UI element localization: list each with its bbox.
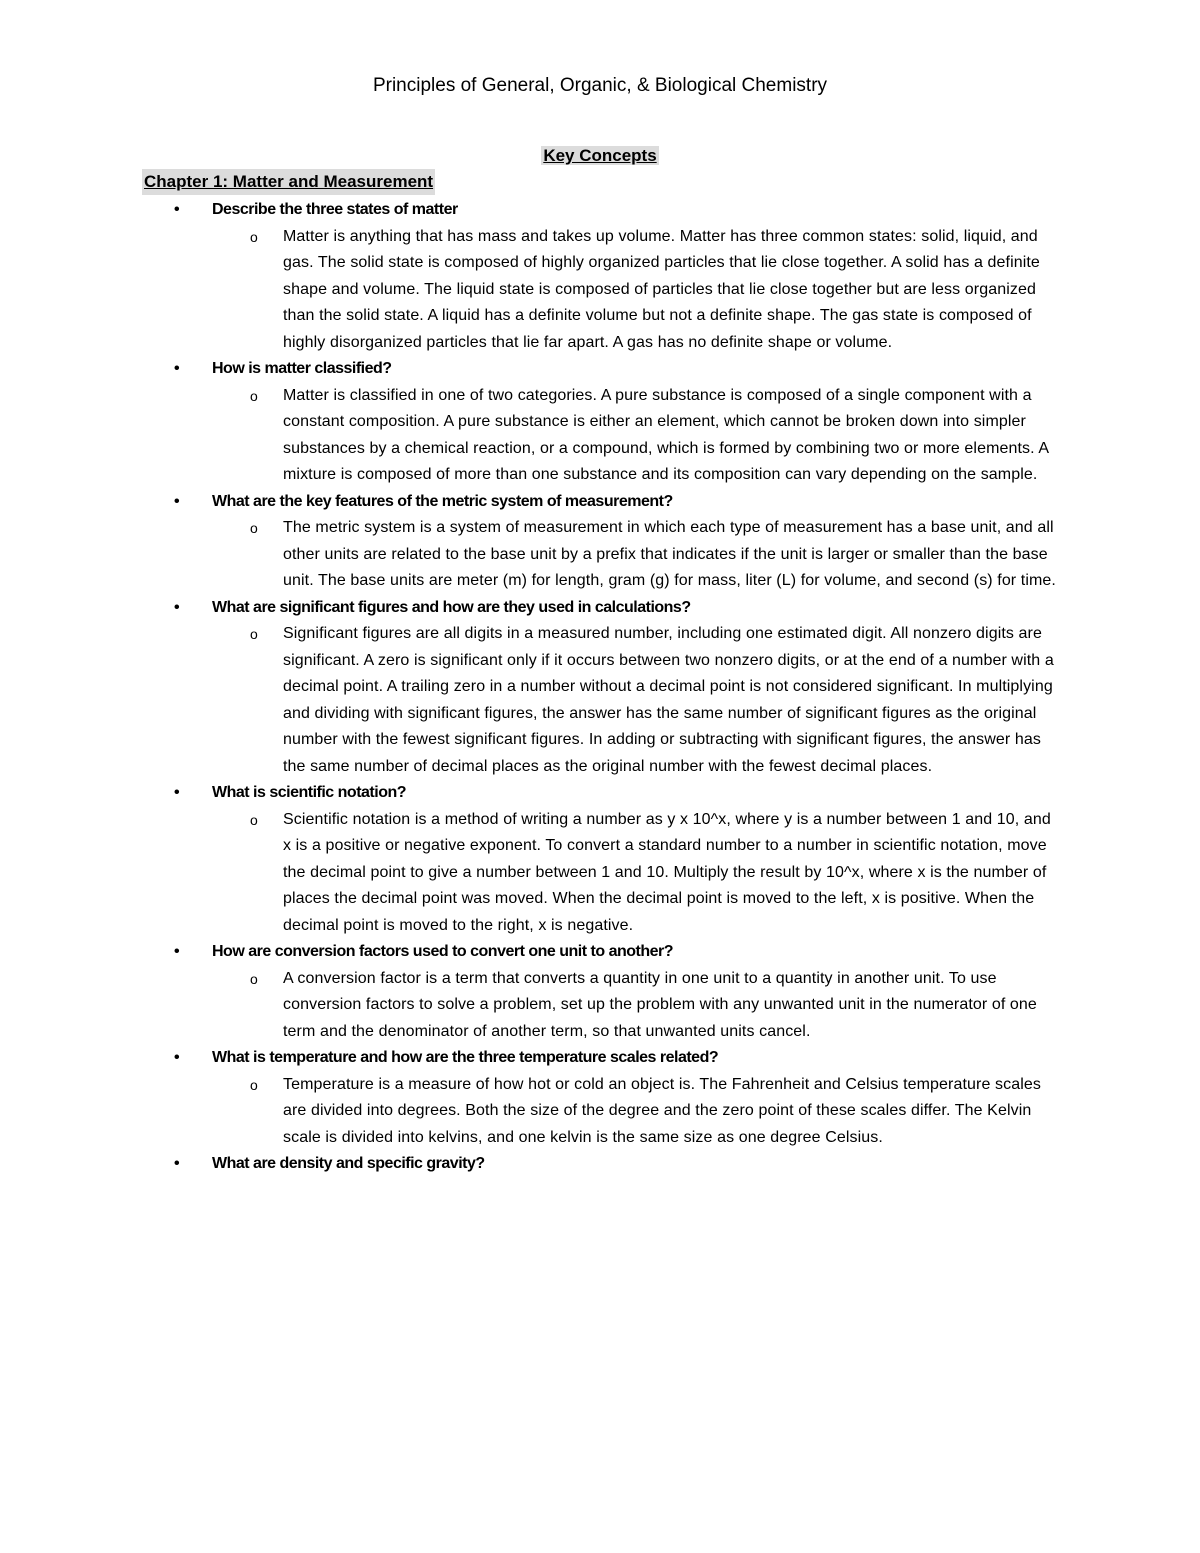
document-title: Principles of General, Organic, & Biological Chemistry xyxy=(372,75,828,96)
answer-block xyxy=(212,383,1062,489)
answer-text: Temperature is a measure of how hot or cold an object is. The Fahrenheit and Celsius temperature scales are divided into degrees. Both the size of the degree and the zero point of these scales differ. The Kelvin scale is divided into kelvins, and one kelvin is the same size as one degree Celsius. xyxy=(283,1075,1041,1146)
open-circle-bullet-icon: o xyxy=(250,811,258,828)
answer-text: Matter is anything that has mass and takes up volume. Matter has three common states: solid, liquid, and gas. The solid state is composed of highly organized particles that lie close together. A solid has a definite shape and volume. The liquid state is composed of particles that lie close together but are less organized than the solid state. A liquid has a definite volume but not a definite shape. The gas state is composed of highly disorganized particles that lie far apart. A gas has no definite shape or volume. xyxy=(283,227,1040,351)
answer-block xyxy=(212,807,1062,940)
question-text xyxy=(174,1045,1062,1072)
answer-block xyxy=(212,966,1062,1046)
question-label: What is temperature and how are the three temperature scales related? xyxy=(212,1049,719,1066)
list-item xyxy=(142,595,1062,781)
open-circle-bullet-icon: o xyxy=(250,1076,258,1093)
answer-text: Scientific notation is a method of writing a number as y x 10^x, where y is a number between 1 and 10, and x is a positive or negative exponent. To convert a standard number to a number in scientific notation, move the decimal point to give a number between 1 and 10. Multiply the result by 10^x, where x is the number of places the decimal point was moved. When the decimal point is moved to the left, x is positive. When the decimal point is moved to the right, x is negative. xyxy=(283,810,1051,934)
answer-block xyxy=(212,515,1062,595)
question-label: What is scientific notation? xyxy=(212,784,407,801)
bullet-icon: • xyxy=(174,1049,180,1066)
question-label: What are the key features of the metric system of measurement? xyxy=(212,492,673,510)
question-text xyxy=(174,356,1062,383)
question-label: How is matter classified? xyxy=(212,360,392,377)
answer-text: Significant figures are all digits in a measured number, including one estimated digit. All nonzero digits are significant. A zero is significant only if it occurs between two nonzero digits, or at the end of a number with a decimal point. A trailing zero in a number without a decimal point is not considered significant. In multiplying and dividing with significant figures, the answer has the same number of significant figures as the original number with the fewest significant figures. In adding or subtracting with significant figures, the answer has the same number of decimal places as the original number with the fewest decimal places. xyxy=(283,625,1054,775)
question-text xyxy=(174,1151,1062,1178)
question-label: What are significant figures and how are they used in calculations? xyxy=(212,598,691,616)
question-label: Describe the three states of matter xyxy=(212,201,458,218)
bullet-icon: • xyxy=(174,784,180,801)
bullet-icon: • xyxy=(174,492,180,510)
question-text xyxy=(174,197,1062,224)
answer-block xyxy=(212,621,1062,780)
question-label: What are density and specific gravity? xyxy=(212,1155,485,1172)
key-concepts-outline xyxy=(142,197,1062,1178)
chapter-heading: Chapter 1: Matter and Measurement xyxy=(142,169,435,195)
question-text xyxy=(174,489,1062,516)
answer-text: The metric system is a system of measurement in which each type of measurement has a base unit, and all other units are related to the base unit by a prefix that indicates if the unit is larger or smaller than the base unit. The base units are meter (m) for length, gram (g) for mass, liter (L) for volume, and second (s) for time. xyxy=(283,519,1056,589)
answer-block xyxy=(212,1072,1062,1152)
list-item xyxy=(142,356,1062,489)
key-concepts-heading xyxy=(0,143,1200,169)
bullet-icon: • xyxy=(174,943,180,960)
open-circle-bullet-icon: o xyxy=(250,520,258,536)
list-item xyxy=(142,489,1062,595)
list-item xyxy=(142,197,1062,356)
open-circle-bullet-icon: o xyxy=(250,228,258,245)
bullet-icon: • xyxy=(174,1155,180,1172)
bullet-icon: • xyxy=(174,201,180,218)
open-circle-bullet-icon: o xyxy=(250,387,258,404)
answer-text: A conversion factor is a term that converts a quantity in one unit to a quantity in another unit. To use conversion factors to solve a problem, set up the problem with any unwanted unit in the numerator of one term and the denominator of another term, so that unwanted units cancel. xyxy=(283,969,1037,1040)
bullet-icon: • xyxy=(174,360,180,377)
open-circle-bullet-icon: o xyxy=(250,626,258,642)
list-item xyxy=(142,780,1062,939)
bullet-icon: • xyxy=(174,598,180,616)
key-concepts-label: Key Concepts xyxy=(543,146,657,165)
answer-block xyxy=(212,224,1062,357)
question-text xyxy=(174,595,1062,622)
question-text xyxy=(174,939,1062,966)
open-circle-bullet-icon: o xyxy=(250,970,258,987)
answer-text: Matter is classified in one of two categories. A pure substance is composed of a single component with a constant composition. A pure substance is either an element, which cannot be broken down into simpler substances by a chemical reaction, or a compound, which is formed by combining two or more elements. A mixture is composed of more than one substance and its composition can vary depending on the sample. xyxy=(283,386,1049,483)
question-label: How are conversion factors used to convert one unit to another? xyxy=(212,943,674,960)
list-item xyxy=(142,1045,1062,1151)
list-item xyxy=(142,1151,1062,1178)
list-item xyxy=(142,939,1062,1045)
question-text xyxy=(174,780,1062,807)
